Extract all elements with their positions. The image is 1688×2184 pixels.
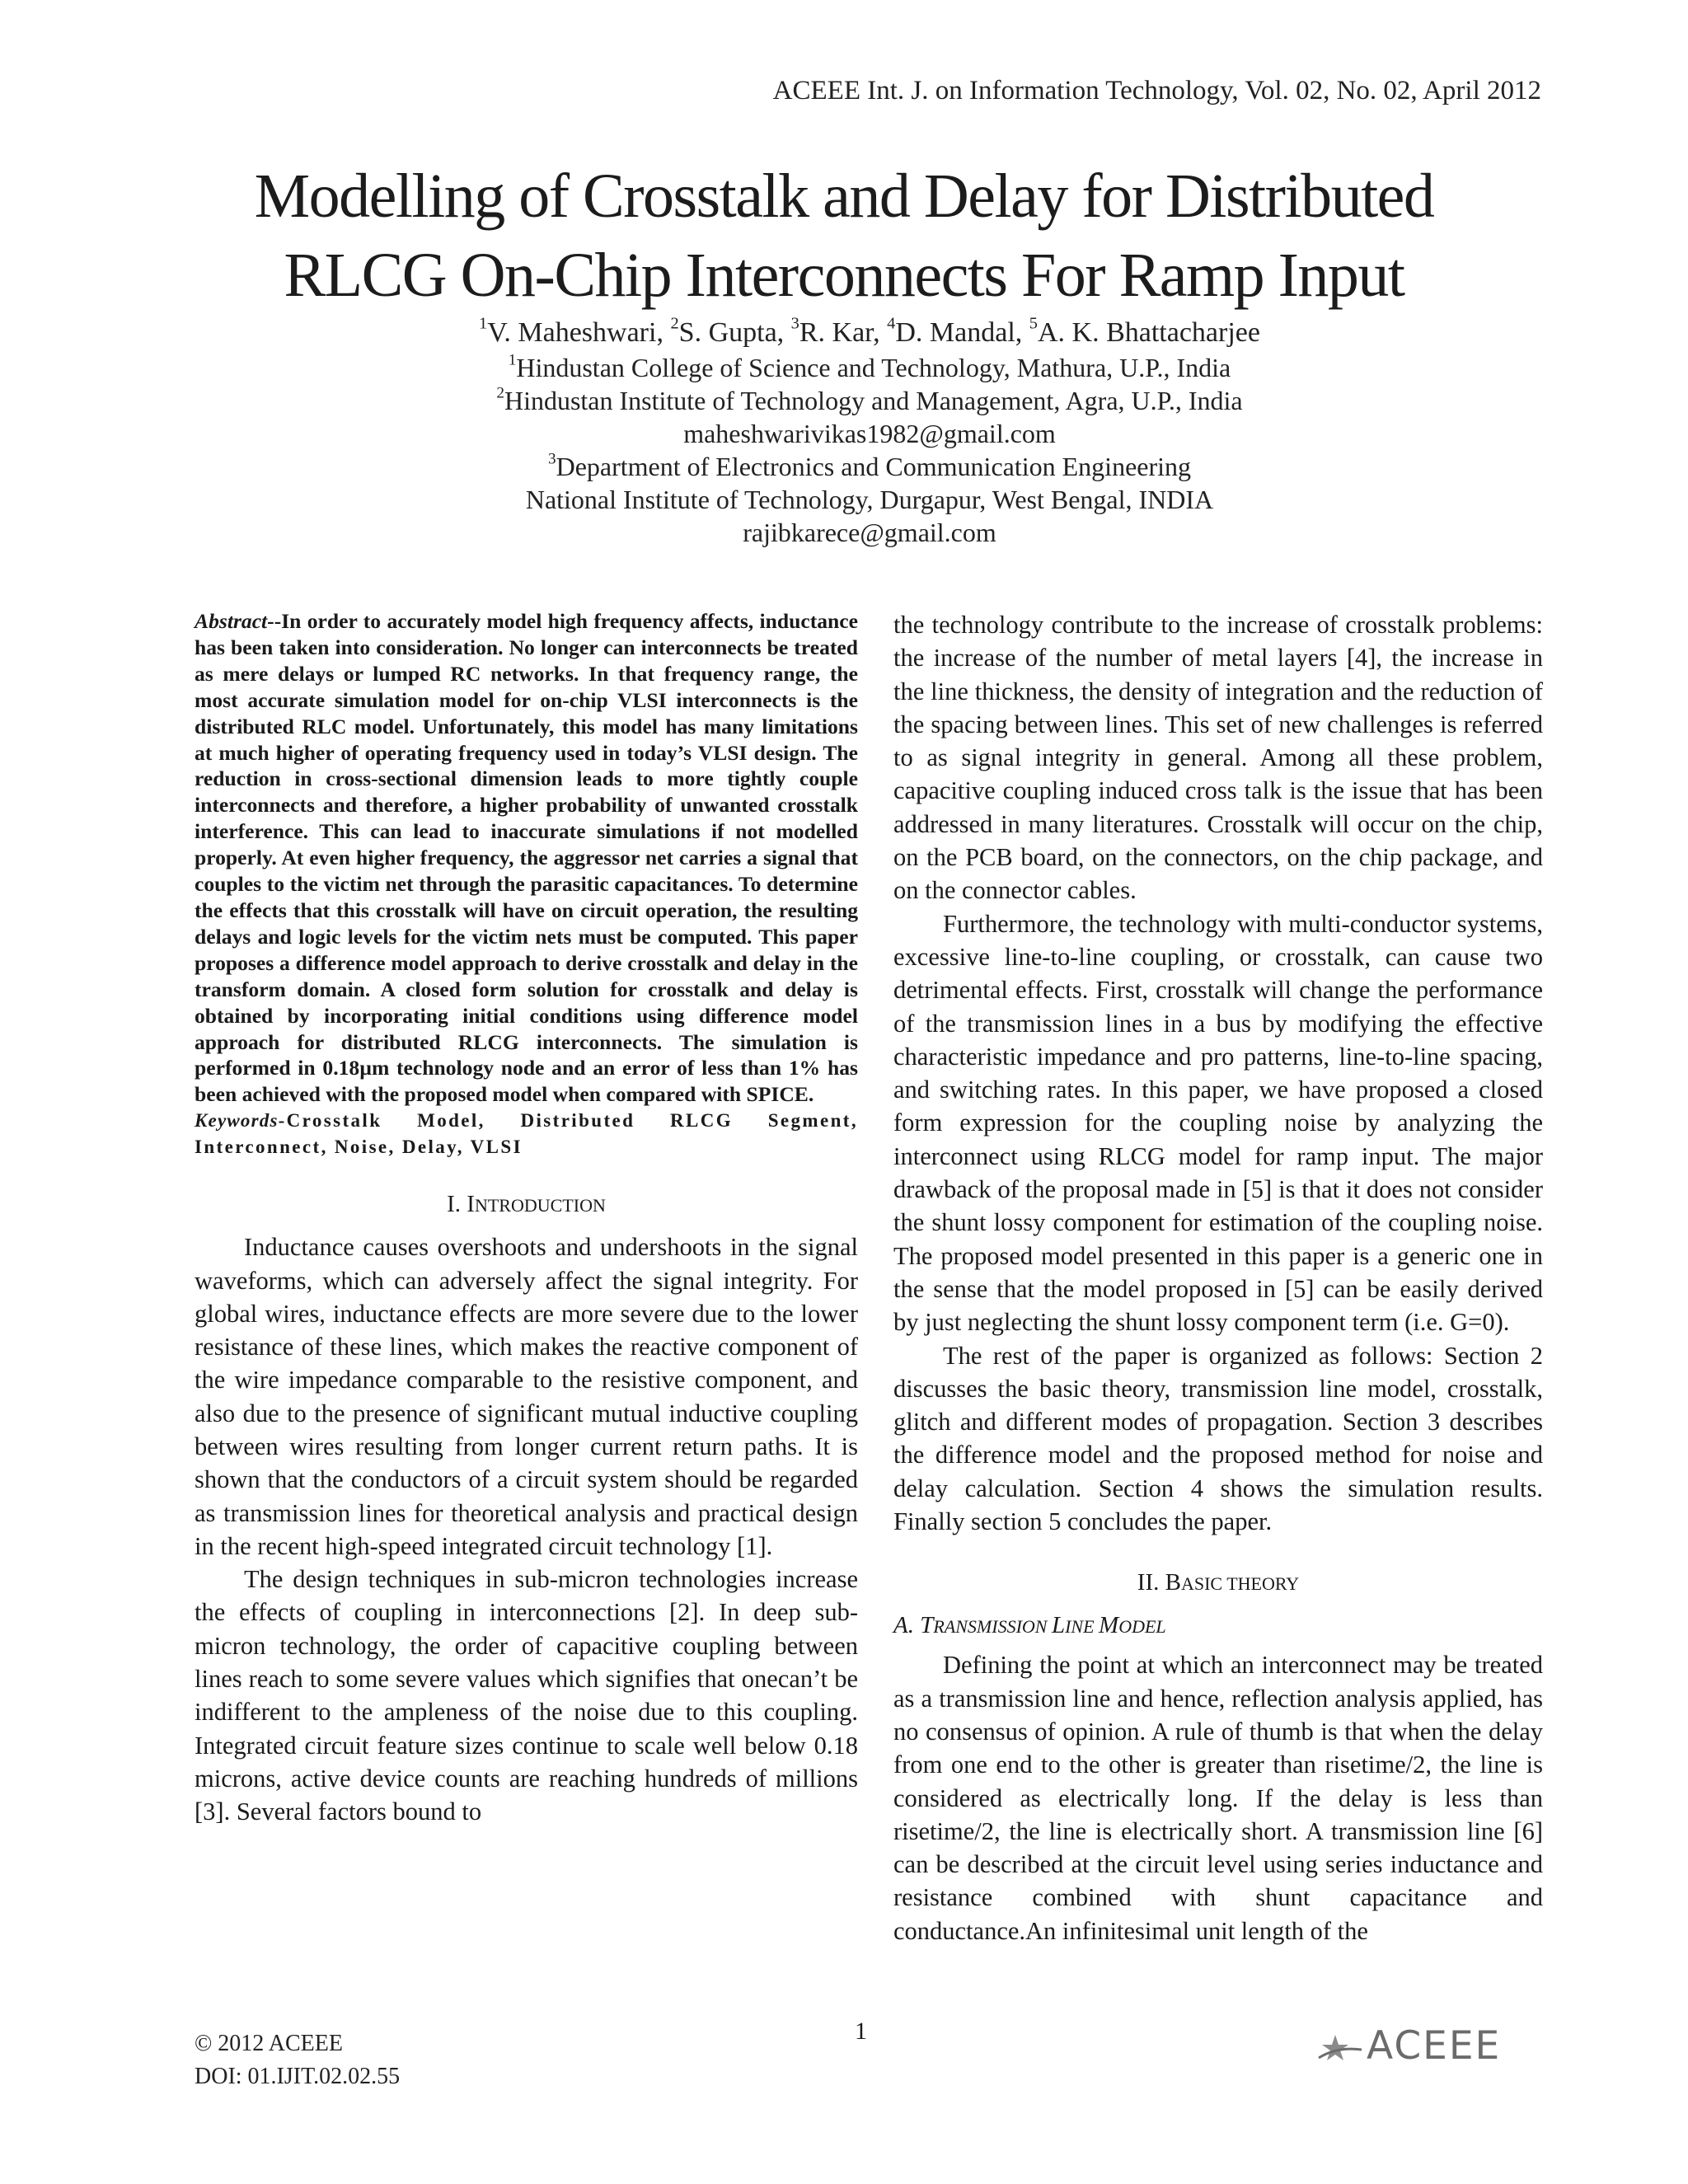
subsection-initial: T [920,1612,934,1639]
page-number: 1 [855,2018,867,2045]
affiliation-sup: 2 [496,384,504,402]
logo-text: ACEEE [1367,2023,1502,2069]
subsection-heading-transmission-line-model [893,1609,1543,1643]
author-name: D. Mandal, [895,317,1029,348]
email-1[interactable]: maheshwarivikas1982@gmail.com [683,419,1056,448]
section-title: ASIC THEORY [1180,1573,1300,1595]
intro-paragraph-1: Inductance causes overshoots and undershoots in the signal waveforms, which can adversely affect the signal integrity. For global wires, inductance effects are more severe due to the lower resistance of these lines, which makes the reactive component of the wire impedance comparable to the resistive component, and also due to the presence of significant mutual inductive coupling between wires resulting from longer current return paths. It is shown that the conductors of a circuit system should be regarded as transmission lines for theoretical analysis and practical design in the recent high-speed integrated circuit technology [1]. [195,1233,858,1560]
keywords-label: Keywords [195,1110,279,1132]
doi-text: DOI: 01.IJIT.02.02.55 [195,2064,401,2089]
affiliation-sup: 1 [508,351,517,369]
affiliation-2 [0,384,1688,417]
affiliation-1 [0,351,1688,384]
keywords [195,1108,858,1160]
section-heading-introduction [195,1188,858,1222]
paper-title [0,157,1688,315]
section-heading-basic-theory [893,1566,1543,1601]
footer-left [195,2027,400,2093]
basic-theory-paragraph-1: Defining the point at which an interconnect may be treated as a transmission line and hence, reflection analysis applied, has no consensus of opinion. A rule of thumb is that when the delay from one end to the other is greater than risetime/2, the line is considered as electrically long. If the delay is less than risetime/2, the line is electrically short. A transmission line [6] can be described at the circuit level using series inductance and resistance combined with shunt capacitance and conductance.An infinitesimal unit length of the [893,1651,1543,1945]
subsection-number: A. [893,1612,921,1639]
abstract [195,608,858,1108]
keywords-text: -Crosstalk Model, Distributed RLCG Segment, Interconnect, Noise, Delay, VLSI [195,1110,858,1157]
title-line-1: Modelling of Crosstalk and Delay for Distributed [254,162,1434,231]
author-sup: 3 [790,314,799,333]
right-paragraph-1: the technology contribute to the increase of crosstalk problems: the increase of the number of metal layers [4], the increase in the line thickness, the density of integration and the reduction of the spacing between lines. This set of new challenges is referred to as signal integrity in general. Among all these problem, capacitive coupling induced cross talk is the issue that has been addressed in many literatures. Crosstalk will occur on the chip, on the PCB board, on the connectors, on the chip package, and on the connector cables. [893,611,1543,905]
author-sup: 4 [887,314,896,333]
right-paragraph-3: The rest of the paper is organized as follows: Section 2 discusses the basic theory, transmission line model, crosstalk, glitch and different modes of propagation. Section 3 describes the difference model and the proposed method for noise and delay calculation. Section 4 shows the simulation results. Finally section 5 concludes the paper. [893,1341,1543,1536]
section-number: I. [447,1191,467,1218]
author-sup: 2 [670,314,679,333]
section-title: NTRODUCTION [474,1195,606,1216]
subsection-word: RANSMISSION [933,1616,1052,1638]
section-number: II. [1137,1569,1165,1596]
affiliation-sup: 3 [547,450,556,468]
author-sup: 1 [479,314,488,333]
abstract-text: --In order to accurately model high frequency affects, inductance has been taken into consideration. No longer can interconnects be treated as mere delays or lumped RC networks. In that frequency range, the most accurate simulation model for on-chip VLSI interconnects is the distributed RLC model. Unfortunately, this model has many limitations at much higher of operating frequency used in today’s VLSI design. The reduction in cross-sectional dimension leads to more tightly couple interconnects and therefore, a higher probability of unwanted crosstalk interference. This can lead to inaccurate simulations if not modelled properly. At even higher frequency, the aggressor net carries a signal that couples to the victim net through the parasitic capacitances. To determine the effects that this crosstalk will have on circuit operation, the resulting delays and logic levels for the victim nets must be computed. This paper proposes a difference model approach to derive crosstalk and delay in the transform domain. A closed form solution for crosstalk and delay is obtained by incorporating initial conditions using difference model approach for distributed RLCG interconnects. The simulation is performed in 0.18µm technology node and an error of less than 1% has been achieved with the proposed model when compared with SPICE. [195,609,858,1107]
left-column [195,608,858,1829]
affiliation-3b: National Institute of Technology, Durgapur, West Bengal, INDIA [525,485,1214,514]
copyright-text: © 2012 ACEEE [195,2031,343,2056]
abstract-label: Abstract [195,609,268,633]
section-initial: B [1165,1569,1181,1596]
subsection-word: INE [1065,1616,1100,1638]
aceee-logo [1317,2023,1502,2069]
author-sup: 5 [1029,314,1038,333]
section-initial: I [467,1191,475,1218]
star-swoosh-icon [1317,2030,1363,2068]
right-column [893,608,1543,1947]
author-block [0,315,1688,549]
affiliation-text: Hindustan College of Science and Technology, Mathura, U.P., India [516,353,1231,382]
subsection-initial: L [1051,1612,1066,1639]
email-2[interactable]: rajibkarece@gmail.com [743,518,996,547]
affiliation-text: Department of Electronics and Communication Engineering [556,452,1192,481]
intro-paragraph-2: The design techniques in sub-micron technologies increase the effects of coupling in interconnections [2]. In deep sub-micron technology, the order of capacitive coupling between lines reach to some severe values which signifies that onecan’t be indifferent to the ampleness of the noise due to this coupling. Integrated circuit feature sizes continue to scale well below 0.18 microns, active device counts are reaching hundreds of millions [3]. Several factors bound to [195,1565,858,1826]
author-name: R. Kar, [799,317,888,348]
subsection-word: ODEL [1118,1616,1166,1638]
affiliation-text: Hindustan Institute of Technology and Management, Agra, U.P., India [504,386,1243,415]
author-name: S. Gupta, [678,317,791,348]
affiliation-3 [0,450,1688,483]
author-list [0,315,1688,351]
journal-header: ACEEE Int. J. on Information Technology, Vol. 02, No. 02, April 2012 [772,76,1541,105]
subsection-initial: M [1099,1612,1119,1639]
title-line-2: RLCG On-Chip Interconnects For Ramp Input [284,241,1404,310]
author-name: A. K. Bhattacharjee [1037,317,1260,348]
author-name: V. Maheshwari, [487,317,671,348]
right-paragraph-2: Furthermore, the technology with multi-conductor systems, excessive line-to-line coupling, or crosstalk, can cause two detrimental effects. First, crosstalk will change the performance of the transmission lines in a bus by modifying the effective characteristic impedance and pro patterns, line-to-line spacing, and switching rates. In this paper, we have proposed a closed form expression for the coupling noise by analyzing the interconnect using RLCG model for ramp input. The major drawback of the proposal made in [5] is that it does not consider the shunt lossy component for estimation of the coupling noise. The proposed model presented in this paper is a generic one in the sense that the model proposed in [5] can be easily derived by just neglecting the shunt lossy component term (i.e. G=0). [893,909,1543,1337]
